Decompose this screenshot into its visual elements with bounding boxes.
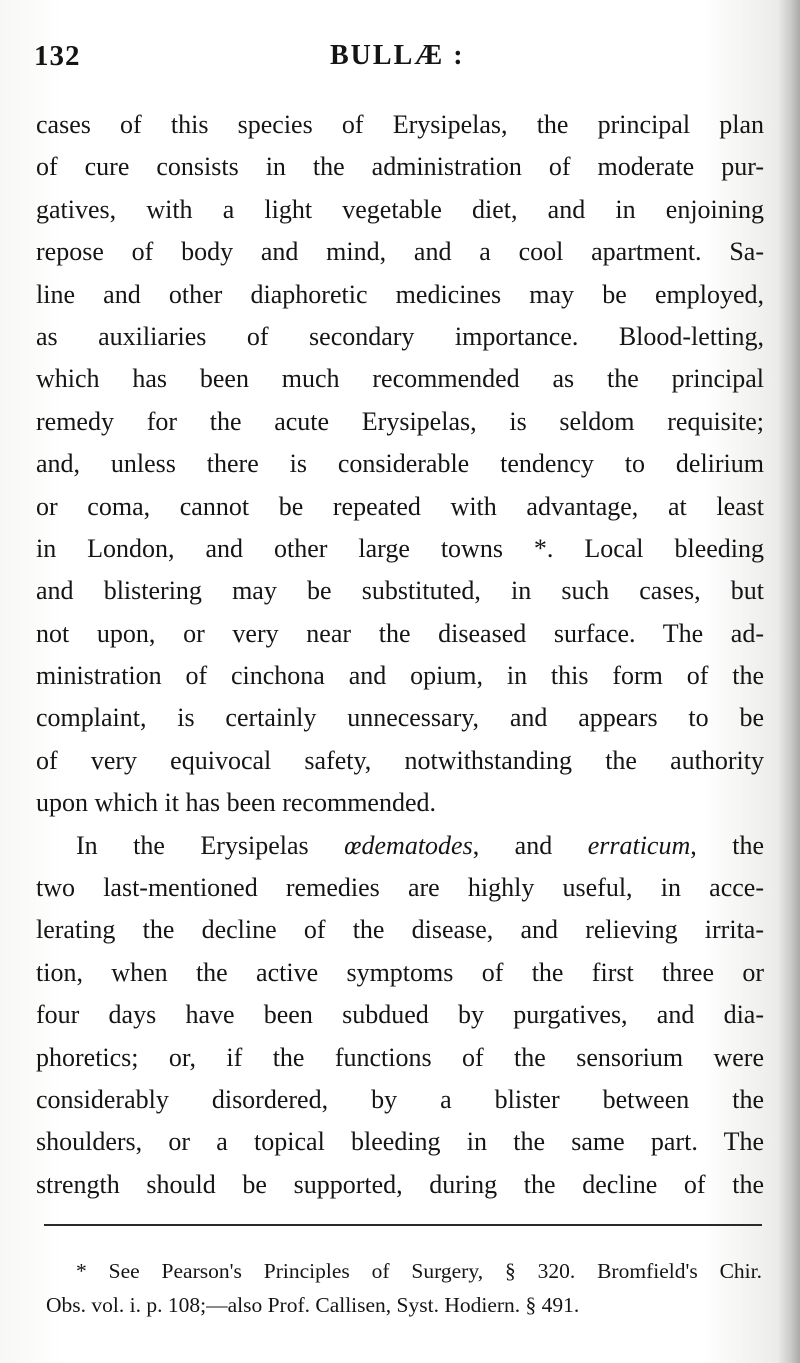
text-line: not upon, or very near the diseased surface. The ad-	[36, 618, 764, 648]
text-line: ministration of cinchona and opium, in this form of the	[36, 661, 764, 691]
text-line: cases of this species of Erysipelas, the principal plan	[36, 110, 764, 139]
page-number: 132	[34, 40, 81, 72]
text-line: tion, when the active symptoms of the first three or	[36, 957, 764, 987]
italic-term-erraticum: erraticum	[587, 830, 691, 860]
page-edge-shadow	[778, 0, 800, 1363]
page-header	[34, 40, 764, 80]
footnote-line: * See Pearson's Principles of Surgery, § 320. Bromfield's Chir.	[76, 1259, 762, 1283]
text-line: shoulders, or a topical bleeding in the same part. The	[36, 1127, 764, 1157]
italic-term-oedematodes: œdematodes	[344, 830, 473, 860]
text-run: , the	[690, 830, 764, 860]
text-line: gatives, with a light vegetable diet, and in enjoining	[36, 194, 764, 224]
text-line: four days have been subdued by purgatives, and dia-	[36, 1000, 764, 1030]
text-run: , and	[472, 830, 588, 860]
text-line: and, unless there is considerable tendency to delirium	[36, 449, 764, 479]
text-run: In the Erysipelas	[76, 830, 345, 860]
footnote-line: Obs. vol. i. p. 108;—also Prof. Callisen, Syst. Hodiern. § 491.	[46, 1293, 580, 1317]
text-line: two last-mentioned remedies are highly useful, in acce-	[36, 873, 764, 903]
main-text	[36, 104, 764, 1206]
text-line: strength should be supported, during the decline of the	[36, 1169, 764, 1199]
text-line: of cure consists in the administration of moderate pur-	[36, 152, 764, 182]
text-line: or coma, cannot be repeated with advantage, at least	[36, 491, 764, 521]
text-line: in London, and other large towns *. Local bleeding	[36, 533, 764, 563]
text-line: complaint, is certainly unnecessary, and appears to be	[36, 703, 764, 733]
text-line: and blistering may be substituted, in such cases, but	[36, 576, 764, 606]
footnote-divider	[44, 1224, 762, 1226]
footnote	[46, 1254, 762, 1322]
text-line: lerating the decline of the disease, and relieving irrita-	[36, 915, 764, 945]
text-line: line and other diaphoretic medicines may be employed,	[36, 279, 764, 309]
text-line: phoretics; or, if the functions of the sensorium were	[36, 1042, 764, 1072]
text-line: upon which it has been recommended.	[36, 788, 436, 818]
text-line: which has been much recommended as the principal	[36, 364, 764, 394]
text-line: of very equivocal safety, notwithstanding the authority	[36, 745, 764, 775]
text-line: repose of body and mind, and a cool apartment. Sa-	[36, 237, 764, 267]
text-line: remedy for the acute Erysipelas, is seldom requisite;	[36, 406, 764, 436]
running-head: BULLÆ :	[330, 40, 465, 71]
paragraph-2-first-line	[36, 825, 764, 867]
text-line: as auxiliaries of secondary importance. Blood-letting,	[36, 321, 764, 351]
text-line: considerably disordered, by a blister between the	[36, 1084, 764, 1114]
